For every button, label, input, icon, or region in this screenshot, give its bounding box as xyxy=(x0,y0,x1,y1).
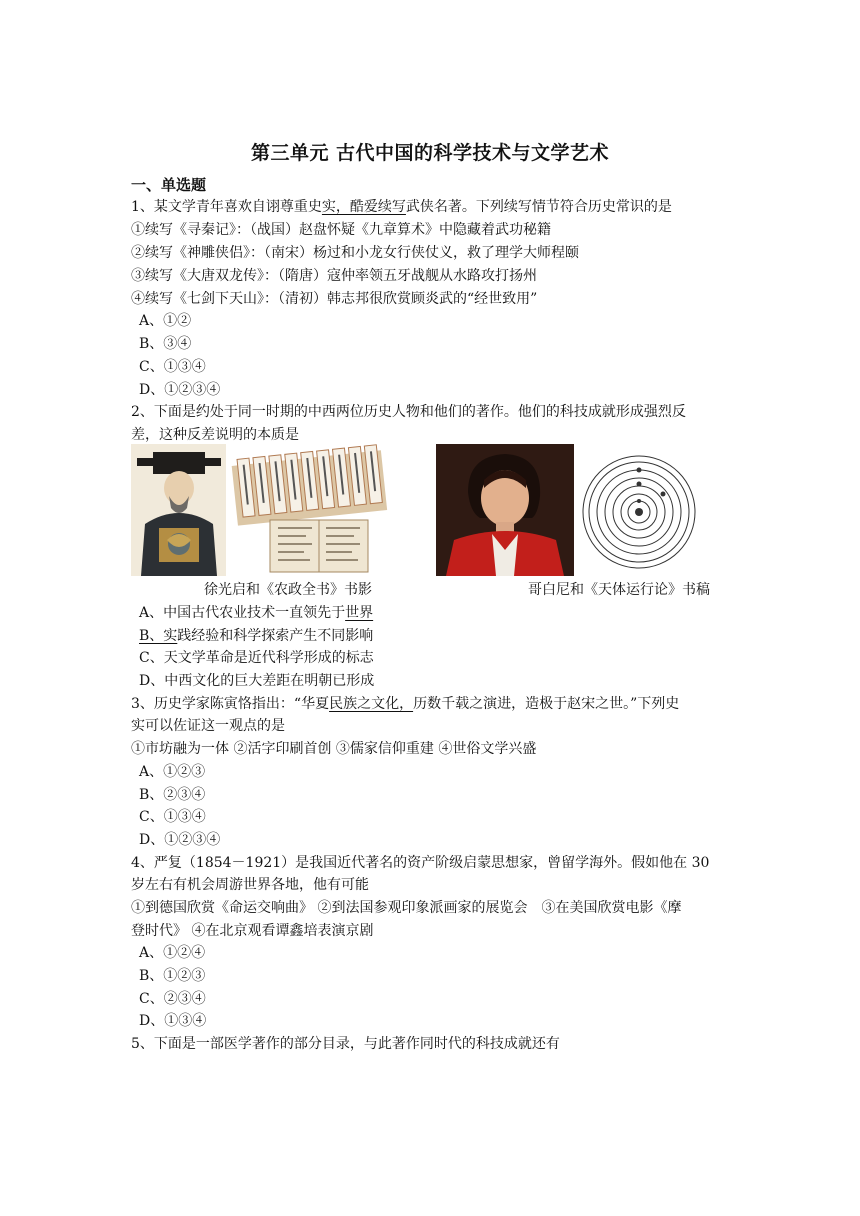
q3-stem: 3、历史学家陈寅恪指出：“华夏民族之文化，历数千载之演进，造极于赵宋之世。”下列史 xyxy=(131,696,680,712)
section-heading: 一、单选题 xyxy=(131,176,207,194)
q1-stem: 1、某文学青年喜欢自诩尊重史实，酷爱续写武侠名著。下列续写情节符合历史常识的是 xyxy=(131,199,672,215)
q3-option-d: D、①②③④ xyxy=(139,832,221,848)
q4-stem-cont: 岁左右有机会周游世界各地，他有可能 xyxy=(131,877,369,893)
q3-stem-cont: 实可以佐证这一观点的是 xyxy=(131,718,285,734)
nongzheng-quanshu-books xyxy=(226,444,392,576)
q1-option-c: C、①③④ xyxy=(139,359,206,375)
xu-guangqi-portrait xyxy=(131,444,227,576)
q1-item: ④续写《七剑下天山》：（清初）韩志邦很欣赏顾炎武的“经世致用” xyxy=(131,291,538,307)
q1-option-b: B、③④ xyxy=(139,336,192,352)
q1-item: ③续写《大唐双龙传》：（隋唐）寇仲率领五牙战舰从水路攻打扬州 xyxy=(131,268,537,284)
q1-option-a: A、①② xyxy=(139,313,192,329)
q4-option-d: D、①③④ xyxy=(139,1013,207,1029)
q4-option-c: C、②③④ xyxy=(139,991,206,1007)
caption-copernicus: 哥白尼和《天体运行论》书稿 xyxy=(528,582,710,598)
q1-item: ①续写《寻秦记》：（战国）赵盘怀疑《九章算术》中隐藏着武功秘籍 xyxy=(131,222,551,238)
q3-items: ①市坊融为一体 ②活字印刷首创 ③儒家信仰重建 ④世俗文学兴盛 xyxy=(131,741,537,757)
q2-stem-cont: 差，这种反差说明的本质是 xyxy=(131,427,299,443)
q4-stem: 4、严复（1854－1921）是我国近代著名的资产阶级启蒙思想家，曾留学海外。假如他在 30 xyxy=(131,855,710,871)
q1-option-d: D、①②③④ xyxy=(139,382,221,398)
caption-xu-guangqi: 徐光启和《农政全书》书影 xyxy=(204,582,372,598)
heliocentric-diagram xyxy=(580,444,698,576)
q3-option-a: A、①②③ xyxy=(139,764,206,780)
page-title: 第三单元 古代中国的科学技术与文学艺术 xyxy=(250,142,610,164)
copernicus-portrait xyxy=(436,444,574,576)
q5-stem: 5、下面是一部医学著作的部分目录，与此著作同时代的科技成就还有 xyxy=(131,1036,560,1052)
q4-items-cont: 登时代》 ④在北京观看谭鑫培表演京剧 xyxy=(131,923,374,939)
q3-option-c: C、①③④ xyxy=(139,809,206,825)
q2-option-c: C、天文学革命是近代科学形成的标志 xyxy=(139,650,374,666)
q2-stem: 2、下面是约处于同一时期的中西两位历史人物和他们的著作。他们的科技成就形成强烈反 xyxy=(131,404,686,420)
q4-option-a: A、①②④ xyxy=(139,945,206,961)
q1-item: ②续写《神雕侠侣》：（南宋）杨过和小龙女行侠仗义，救了理学大师程颐 xyxy=(131,245,579,261)
q4-items: ①到德国欣赏《命运交响曲》 ②到法国参观印象派画家的展览会 ③在美国欣赏电影《摩 xyxy=(131,900,682,916)
q2-option-a: A、中国古代农业技术一直领先于世界 xyxy=(139,605,374,621)
q4-option-b: B、①②③ xyxy=(139,968,206,984)
q3-option-b: B、②③④ xyxy=(139,787,206,803)
q2-option-b: B、实践经验和科学探索产生不同影响 xyxy=(139,628,374,644)
q2-option-d: D、中西文化的巨大差距在明朝已形成 xyxy=(139,673,375,689)
